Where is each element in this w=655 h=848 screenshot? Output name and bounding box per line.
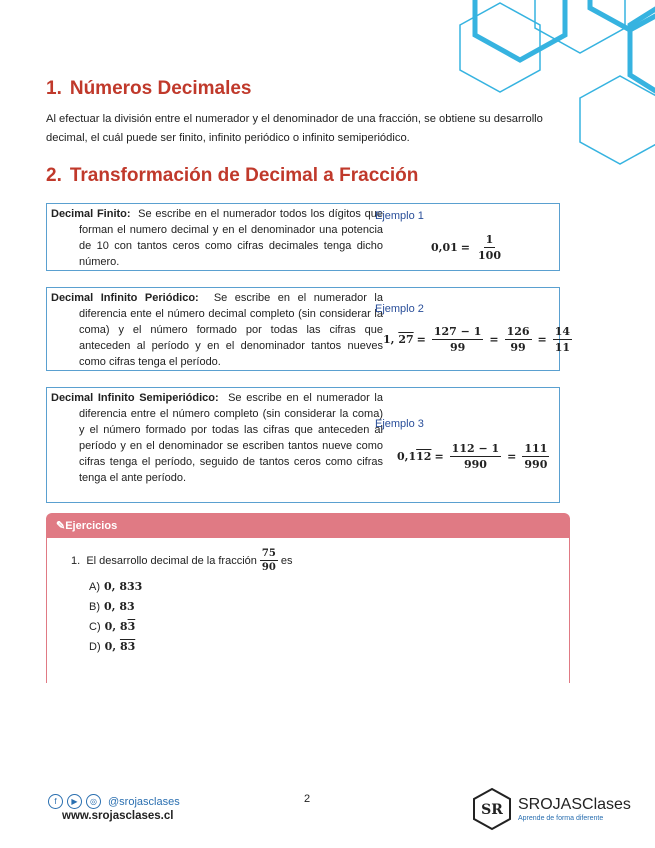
section-2-number: 2.	[46, 165, 62, 186]
example-1-lhs: 0,01	[431, 241, 458, 254]
finite-decimal-term: Decimal Finito:	[51, 208, 131, 220]
svg-text:SR: SR	[481, 802, 503, 818]
option-b[interactable]: B) 0, 83	[89, 600, 135, 613]
example-3-fraction-2: $\frac{111}{990}$	[524, 442, 548, 471]
brand-logo	[472, 787, 631, 831]
example-2-lhs: 1, 27	[383, 333, 414, 346]
social-links	[48, 794, 180, 809]
periodic-decimal-box	[46, 287, 571, 371]
example-2-math: 1, 27 = $\frac{127 - 1}{99}$ = $\frac{126}{99}$ = $\frac{14}{11}$	[383, 325, 571, 354]
youtube-icon[interactable]: ▶	[67, 794, 82, 809]
question-1-fraction: $\frac{75}{90}$	[261, 548, 276, 573]
social-handle[interactable]: @srojasclases	[108, 795, 180, 808]
page-number: 2	[304, 793, 311, 805]
section-1-heading	[46, 78, 252, 100]
question-1-number: 1.	[71, 554, 81, 567]
logo-name: SROJASClases	[518, 796, 631, 813]
finite-decimal-box	[46, 203, 560, 271]
semiperiodic-decimal-description	[51, 390, 383, 486]
semiperiodic-decimal-term: Decimal Infinito Semiperiódico:	[51, 392, 219, 404]
periodic-decimal-text: Se escribe en el numerador la diferencia ente el número decimal completo (sin considerar la coma) y el número formado por todas las cifras que anteceden al período y en el denominador tantos nueves como cifras tenga el período.	[79, 292, 383, 368]
example-1-math: 0,01 = $\frac{1}{100}$	[431, 233, 501, 262]
example-3-fraction-1: $\frac{112 - 1}{990}$	[451, 442, 500, 471]
exercises-body	[46, 538, 570, 683]
option-c[interactable]: C) 0, 83	[89, 620, 136, 633]
exercises-panel	[46, 513, 570, 683]
section-1-text: Al efectuar la división entre el numerador y el denominador de una fracción, se obtiene su desarrollo decimal, el cuál puede ser finito, infinito periódico o infinito semiperiódico.	[46, 113, 543, 144]
facebook-icon[interactable]: f	[48, 794, 63, 809]
example-1-fraction: $\frac{1}{100}$	[478, 233, 501, 262]
exercises-header: ✎Ejercicios	[46, 513, 570, 538]
question-1	[71, 548, 292, 573]
logo-hexagon-icon	[472, 787, 512, 831]
periodic-decimal-description	[51, 290, 383, 370]
example-2-fraction-1: $\frac{127 - 1}{99}$	[433, 325, 482, 354]
example-1-label: Ejemplo 1	[375, 210, 424, 222]
example-2-fraction-3: $\frac{14}{11}$	[554, 325, 571, 354]
finite-decimal-text: Se escribe en el numerador todos los dígitos que forman el numero decimal y en el denominador una potencia de 10 con tantos ceros como cifras decimales tenga dicho número.	[79, 208, 384, 268]
section-2-heading	[46, 165, 418, 187]
finite-decimal-description	[51, 206, 383, 270]
option-a[interactable]: A) 0, 833	[89, 580, 143, 593]
example-2-label: Ejemplo 2	[375, 303, 424, 315]
question-1-suffix: es	[280, 554, 293, 567]
section-2-title: Transformación de Decimal a Fracción	[69, 165, 419, 186]
question-1-text: El desarrollo decimal de la fracción	[86, 554, 257, 567]
semiperiodic-decimal-box	[46, 387, 560, 503]
instagram-icon[interactable]: ◎	[86, 794, 101, 809]
section-1-number: 1.	[46, 78, 62, 99]
example-3-math: 0,112 = $\frac{112 - 1}{990}$ = $\frac{111}{990}$	[397, 442, 548, 471]
logo-slogan: Aprende de forma diferente	[518, 815, 604, 822]
semiperiodic-decimal-text: Se escribe en el numerador la diferencia entre el número completo (sin considerar la coma) y el número formado por todas las cifras que anteceden al período y en el denominador se escriben tantos nueve como cifras tenga el período, seguido de tantos ceros como cifras tenga el ante período.	[79, 392, 383, 484]
section-1-title: Números Decimales	[69, 78, 252, 99]
example-3-label: Ejemplo 3	[375, 418, 424, 430]
website-link[interactable]: www.srojasclases.cl	[62, 810, 174, 822]
example-2-fraction-2: $\frac{126}{99}$	[506, 325, 530, 354]
example-3-lhs: 0,112	[397, 450, 432, 463]
option-d[interactable]: D) 0, 83	[89, 640, 136, 653]
periodic-decimal-term: Decimal Infinito Periódico:	[51, 292, 199, 304]
